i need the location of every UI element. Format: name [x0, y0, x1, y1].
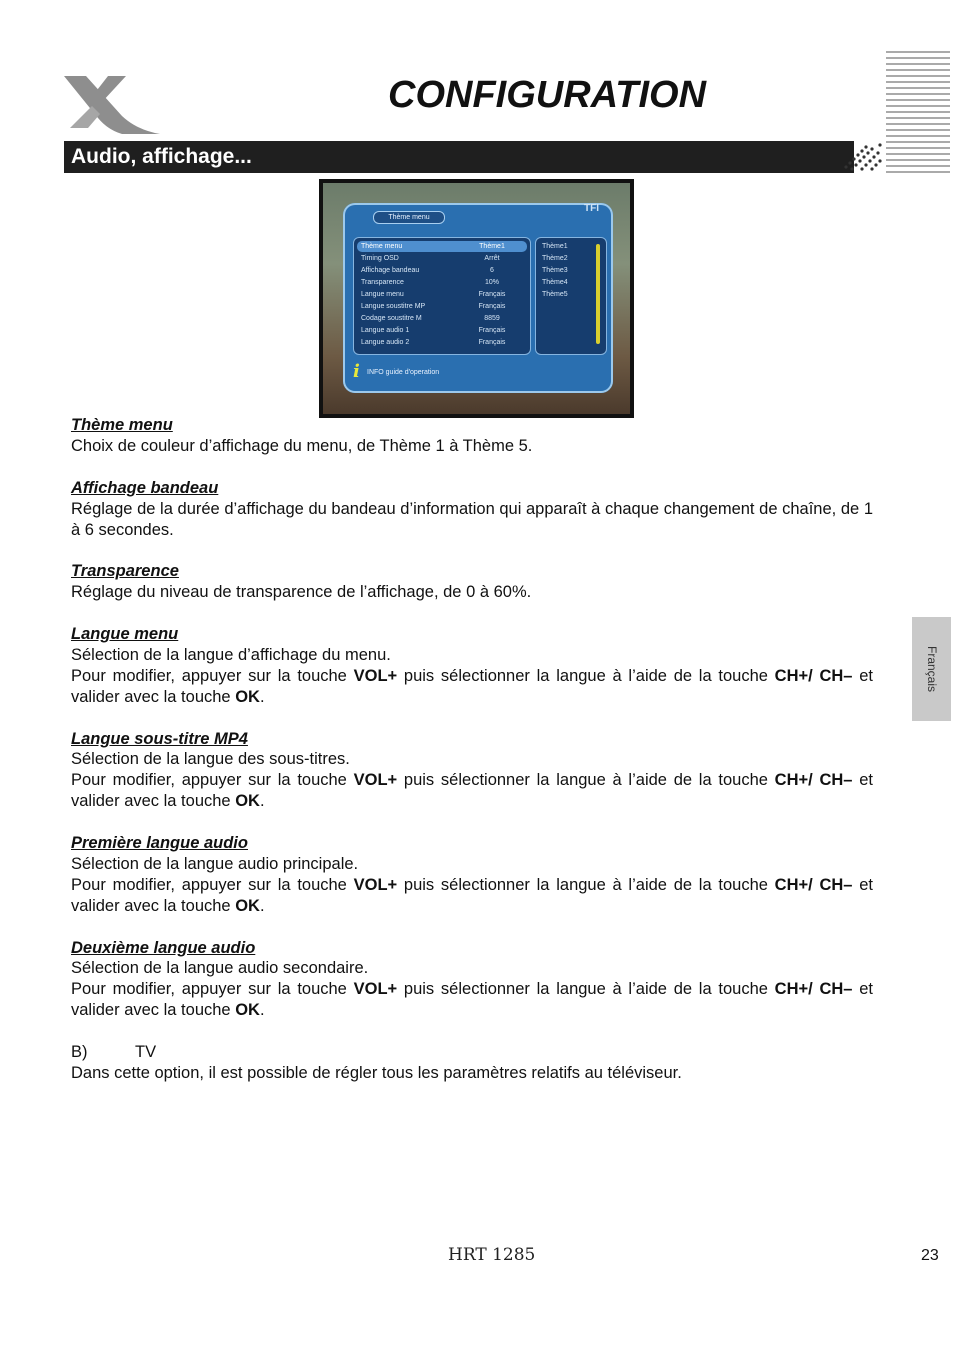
key-ch: CH+/ CH– [774, 875, 853, 894]
section-langue-soustitre [71, 729, 873, 813]
heading-langue-menu: Langue menu [71, 625, 179, 644]
text-tv: Dans cette option, il est possible de régler tous les paramètres relatifs au téléviseur. [71, 1063, 682, 1082]
heading-langue-audio-2: Deuxième langue audio [71, 938, 256, 957]
osd-option: Thème1 [542, 243, 568, 250]
bar-dots-decoration [842, 141, 884, 173]
osd-row: Transparence 10% [361, 279, 499, 286]
section-langue-audio-1 [71, 833, 873, 917]
instructions-langue-menu: Pour modifier, appuyer sur la touche VOL+ puis sélectionner la langue à l’aide de la touche CH+/ CH– et valider avec la touche OK. [71, 666, 873, 706]
side-tab-label: Français [924, 645, 939, 693]
osd-option: Thème5 [542, 291, 568, 298]
osd-row: Timing OSD Arrêt [361, 255, 500, 262]
brand-logo [62, 72, 162, 136]
heading-affichage-bandeau: Affichage bandeau [71, 478, 219, 497]
item-marker: B) [71, 1043, 88, 1062]
section-title: Audio, affichage... [71, 145, 252, 168]
text-langue-menu: Sélection de la langue d’affichage du menu. [71, 645, 391, 664]
decorative-stripes [886, 50, 950, 178]
section-theme-menu [71, 415, 873, 457]
key-vol: VOL+ [353, 771, 398, 790]
page-number: 23 [921, 1247, 939, 1264]
osd-row: Affichage bandeau 6 [361, 267, 494, 274]
instructions-langue-audio-1: Pour modifier, appuyer sur la touche VOL+ puis sélectionner la langue à l’aide de la touche CH+/ CH– et valider avec la touche OK. [71, 875, 873, 915]
section-affichage-bandeau [71, 478, 873, 541]
key-vol: VOL+ [353, 666, 398, 685]
osd-scrollbar [596, 244, 600, 344]
key-ok: OK [235, 896, 260, 915]
osd-options-list [535, 237, 607, 355]
key-ok: OK [235, 1001, 260, 1020]
osd-row: Thème menu Thème1 [357, 241, 527, 252]
section-langue-audio-2 [71, 938, 873, 1022]
osd-option: Thème4 [542, 279, 568, 286]
section-tv [71, 1042, 873, 1084]
key-ch: CH+/ CH– [774, 666, 853, 685]
osd-tab-label: Thème menu [373, 211, 445, 224]
text-langue-audio-2: Sélection de la langue audio secondaire. [71, 959, 369, 978]
text-langue-soustitre: Sélection de la langue des sous-titres. [71, 750, 350, 769]
instructions-langue-soustitre: Pour modifier, appuyer sur la touche VOL+ puis sélectionner la langue à l’aide de la touche CH+/ CH– et valider avec la touche OK. [71, 771, 873, 811]
text-transparence: Réglage du niveau de transparence de l’affichage, de 0 à 60%. [71, 583, 532, 602]
text-affichage-bandeau: Réglage de la durée d’affichage du bandeau d’information qui apparaît à chaque changement de chaîne, de 1 à 6 secondes. [71, 499, 873, 539]
language-side-tab [912, 617, 951, 721]
osd-row: Langue menu Français [361, 291, 506, 298]
manual-body [71, 415, 873, 1105]
heading-langue-soustitre: Langue sous-titre MP4 [71, 729, 248, 748]
page-title: CONFIGURATION [388, 74, 707, 116]
key-vol: VOL+ [353, 875, 398, 894]
instructions-langue-audio-2: Pour modifier, appuyer sur la touche VOL+ puis sélectionner la langue à l’aide de la touche CH+/ CH– et valider avec la touche OK. [71, 980, 873, 1020]
heading-theme-menu: Thème menu [71, 416, 173, 434]
osd-info-text: INFO guide d'operation [367, 369, 440, 376]
key-ok: OK [235, 687, 260, 706]
heading-tv [71, 1042, 873, 1063]
channel-logo: TFI [584, 203, 599, 214]
osd-screenshot [319, 179, 634, 418]
osd-row: Langue soustitre MP Français [361, 303, 506, 310]
section-langue-menu [71, 624, 873, 708]
heading-langue-audio-1: Première langue audio [71, 834, 248, 853]
osd-menu-list [353, 237, 531, 355]
section-transparence [71, 561, 873, 603]
osd-option: Thème3 [542, 267, 568, 274]
osd-row: Codage soustitre M 8859 [361, 315, 500, 322]
osd-menu-panel [343, 203, 613, 393]
osd-row: Langue audio 2 Français [361, 339, 506, 346]
text-theme-menu: Choix de couleur d’affichage du menu, de Thème 1 à Thème 5. [71, 436, 533, 455]
heading-transparence: Transparence [71, 562, 179, 581]
key-ch: CH+/ CH– [774, 980, 853, 999]
footer-model: HRT 1285 [448, 1245, 536, 1265]
osd-option: Thème2 [542, 255, 568, 262]
text-langue-audio-1: Sélection de la langue audio principale. [71, 854, 359, 873]
key-ch: CH+/ CH– [774, 771, 853, 790]
osd-row: Langue audio 1 Français [361, 327, 506, 334]
info-icon: i [353, 361, 360, 382]
key-ok: OK [235, 792, 260, 811]
item-title: TV [135, 1043, 157, 1062]
section-header-bar [64, 141, 854, 173]
key-vol: VOL+ [353, 980, 398, 999]
